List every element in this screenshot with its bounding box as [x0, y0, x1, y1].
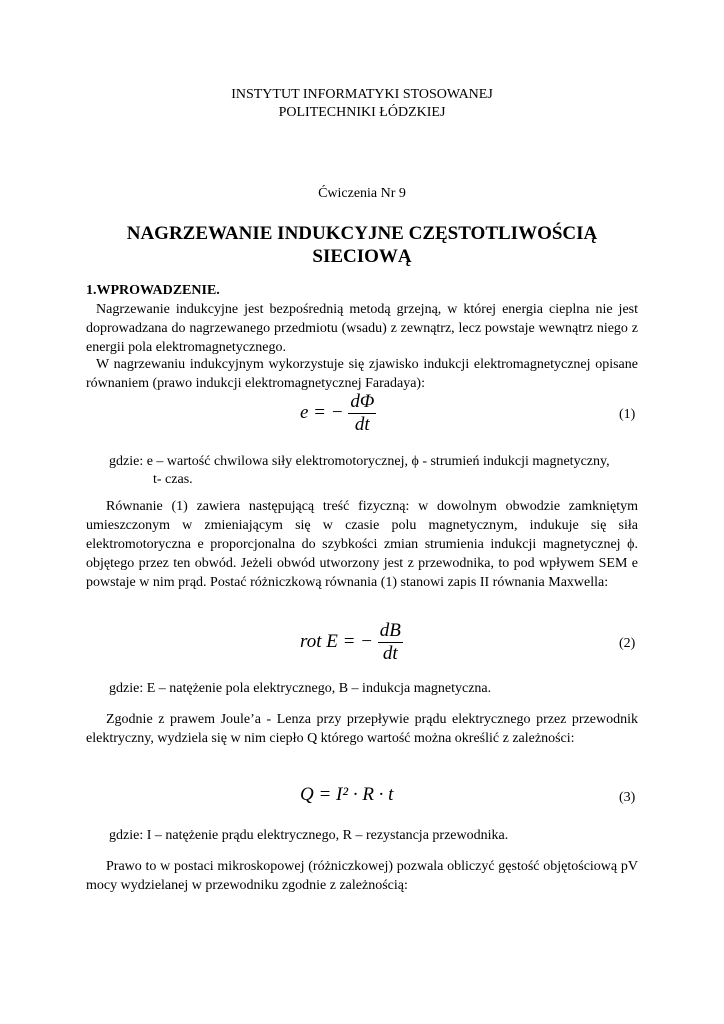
equation-2-denominator: dt: [382, 643, 398, 664]
equation-1-lhs: e = −: [300, 401, 344, 423]
where-2: gdzie: E – natężenie pola elektrycznego, B – indukcja magnetyczna.: [109, 681, 492, 696]
equation-2-fraction: [378, 620, 403, 665]
equation-1: [300, 391, 376, 436]
section-heading: 1.WPROWADZENIE.: [86, 283, 220, 298]
paragraph-5: Prawo to w postaci mikroskopowej (różniczkowej) pozwala obliczyć gęstość objętościową pV mocy wydzielanej w przewodniku zgodnie z zależnością:: [86, 859, 638, 893]
equation-1-numerator: dΦ: [350, 391, 375, 412]
equation-2-lhs: rot E = −: [300, 630, 373, 652]
university-name: POLITECHNIKI ŁÓDZKIEJ: [278, 105, 446, 120]
paragraph-2: W nagrzewaniu indukcyjnym wykorzystuje się zjawisko indukcji elektromagnetycznej opisane równaniem (prawo indukcji elektromagnetycznej Faradaya):: [86, 357, 638, 391]
equation-2: [300, 620, 403, 665]
document-title-line1: NAGRZEWANIE INDUKCYJNE CZĘSTOTLIWOŚCIĄ: [126, 223, 598, 244]
equation-3-number: (3): [619, 790, 636, 805]
document-title-line2: SIECIOWĄ: [312, 246, 412, 267]
equation-2-number: (2): [619, 636, 636, 651]
paragraph-3: Równanie (1) zawiera następującą treść fizyczną: w dowolnym obwodzie zamkniętym umieszczonym w zmieniającym się w czasie polu magnetycznym, indukuje się siła elektromotoryczna e proporcjonalna do szybkości zmian strumienia indukcji magnetycznej ϕ. objętego przez ten obwód. Jeżeli obwód utworzony jest z przewodnika, to pod wpływem SEM e powstaje w nim prąd. Postać różniczkową równania (1) stanowi zapis II równania Maxwella:: [86, 499, 638, 590]
institute-name: INSTYTUT INFORMATYKI STOSOWANEJ: [231, 87, 493, 102]
paragraph-1: Nagrzewanie indukcyjne jest bezpośrednią metodą grzejną, w której energia cieplna nie jest doprowadzana do nagrzewanego przedmiotu (wsadu) z zewnątrz, lecz powstaje wewnątrz niego z energii pola elektromagnetycznego.: [86, 302, 638, 355]
paragraph-4: Zgodnie z prawem Joule’a - Lenza przy przepływie prądu elektrycznego przez przewodnik elektryczny, wydziela się w nim ciepło Q którego wartość można określić z zależności:: [86, 712, 638, 746]
equation-1-number: (1): [619, 407, 636, 422]
equation-1-denominator: dt: [354, 414, 370, 435]
where-3: gdzie: I – natężenie prądu elektrycznego, R – rezystancja przewodnika.: [109, 828, 509, 843]
where-1-line2: t- czas.: [153, 472, 193, 487]
where-1-line1: gdzie: e – wartość chwilowa siły elektromotorycznej, ϕ - strumień indukcji magnetyczny,: [109, 454, 610, 469]
equation-3: Q = I² · R · t: [300, 784, 394, 805]
exercise-number: Ćwiczenia Nr 9: [318, 186, 406, 201]
equation-2-numerator: dB: [379, 620, 401, 641]
equation-1-fraction: [348, 391, 376, 436]
